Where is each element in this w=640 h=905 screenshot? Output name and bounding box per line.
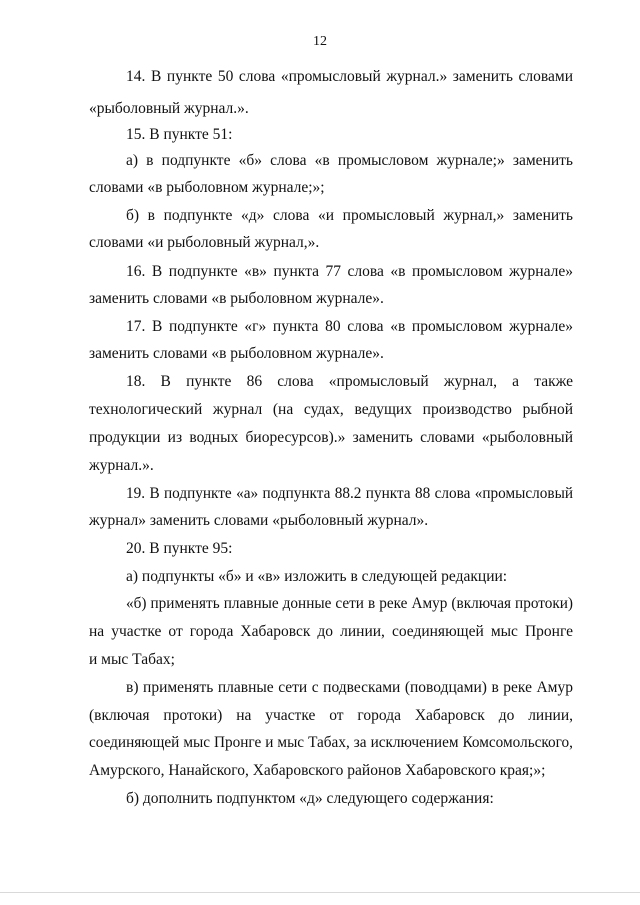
quote-b-line-3: и мыс Табах; [89,651,175,668]
quote-b-line-1: «б) применять плавные донные сети в реке Амур (включая протоки) [126,595,573,612]
quote-v-line-2: (включая протоки) на участке от города Хабаровск до линии, [89,707,573,724]
paragraph-14-line-2: «рыболовный журнал.». [89,100,249,117]
paragraph-14-line-1: 14. В пункте 50 слова «промысловый журнал.» заменить словами [126,68,573,85]
quote-v-line-4: Амурского, Нанайского, Хабаровского районов Хабаровского края;»; [89,762,546,779]
quote-v-line-3: соединяющей мыс Пронге и мыс Табах, за исключением Комсомольского, [89,734,573,751]
paragraph-15b-line-1: б) в подпункте «д» слова «и промысловый журнал,» заменить [126,207,573,224]
paragraph-19-line-2: журнал» заменить словами «рыболовный журнал». [89,512,429,529]
paragraph-18-line-1: 18. В пункте 86 слова «промысловый журнал, а также [126,373,573,390]
paragraph-20b-line-1: б) дополнить подпунктом «д» следующего содержания: [126,790,494,807]
quote-v-line-1: в) применять плавные сети с подвесками (поводцами) в реке Амур [126,679,573,696]
quote-b-line-2: на участке от города Хабаровск до линии, соединяющей мыс Пронге [89,623,573,640]
paragraph-17-line-2: заменить словами «в рыболовном журнале». [89,345,384,362]
paragraph-19-line-1: 19. В подпункте «а» подпункта 88.2 пункта 88 слова «промысловый [126,485,573,502]
paragraph-20-line-1: 20. В пункте 95: [126,540,233,557]
page-number: 12 [313,34,327,49]
paragraph-15-line-1: 15. В пункте 51: [126,126,233,143]
paragraph-15b-line-2: словами «и рыболовный журнал,». [89,234,320,251]
paragraph-17-line-1: 17. В подпункте «г» пункта 80 слова «в промысловом журнале» [126,318,573,335]
paragraph-20a-line-1: а) подпункты «б» и «в» изложить в следующей редакции: [126,568,508,585]
paragraph-18-line-4: журнал.». [89,457,154,474]
paragraph-16-line-1: 16. В подпункте «в» пункта 77 слова «в промысловом журнале» [126,263,573,280]
paragraph-15a-line-1: а) в подпункте «б» слова «в промысловом журнале;» заменить [126,152,573,169]
page-bottom-edge [0,892,640,893]
paragraph-18-line-3: продукции из водных биоресурсов).» заменить словами «рыболовный [89,429,573,446]
paragraph-15a-line-2: словами «в рыболовном журнале;»; [89,179,325,196]
paragraph-18-line-2: технологический журнал (на судах, ведущих производство рыбной [89,401,573,418]
paragraph-16-line-2: заменить словами «в рыболовном журнале». [89,290,384,307]
